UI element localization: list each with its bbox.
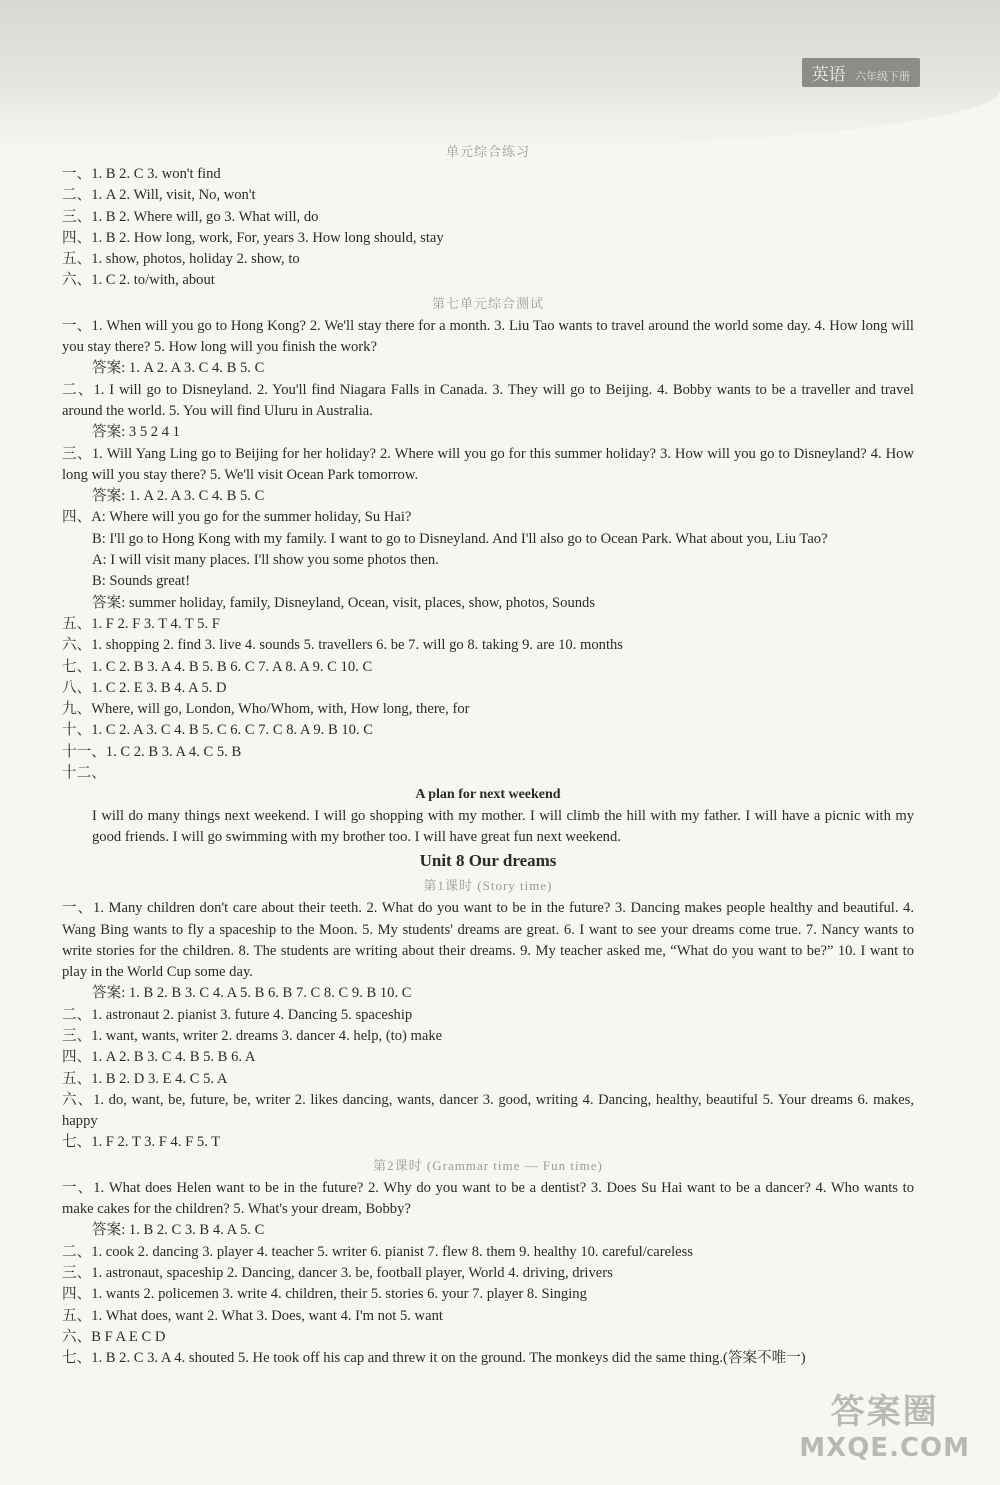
answer-line: 六、B F A E C D: [62, 1328, 166, 1345]
answer-paragraph: 六、1. do, want, be, future, be, writer 2. likes dancing, wants, dancer 3. good, writing 4. Dancing, healthy, beautiful 5. Your dreams 6. makes, happy: [62, 1091, 914, 1130]
answer-paragraph: 二、1. I will go to Disneyland. 2. You'll find Niagara Falls in Canada. 3. They will go to Beijing. 4. Bobby wants to be a traveller and travel around the world. 5. You will find Uluru in Australia.: [62, 381, 914, 419]
section-heading: 第2课时 (Grammar time — Fun time): [373, 1157, 603, 1173]
answer-line: 五、1. show, photos, holiday 2. show, to: [62, 251, 300, 268]
answer-subline: 答案: 1. A 2. A 3. C 4. B 5. C: [92, 488, 265, 505]
subject-label: 英语: [811, 65, 846, 85]
answer-line: 四、1. wants 2. policemen 3. write 4. children, their 5. stories 6. your 7. player 8. Singing: [62, 1286, 587, 1303]
section-heading: 第七单元综合测试: [431, 295, 544, 311]
answer-line: 九、Where, will go, London, Who/Whom, with, How long, there, for: [62, 701, 470, 718]
essay-title: A plan for next weekend: [415, 787, 561, 803]
answer-line: 三、1. astronaut, spaceship 2. Dancing, dancer 3. be, football player, World 4. driving, drivers: [62, 1264, 613, 1281]
grade-label: 六年级下册: [855, 70, 910, 83]
answer-line: 十、1. C 2. A 3. C 4. B 5. C 6. C 7. C 8. A 9. B 10. C: [62, 722, 373, 739]
answer-line: 十二、: [62, 765, 106, 782]
answer-subline: 答案: 1. B 2. B 3. C 4. A 5. B 6. B 7. C 8. C 9. B 10. C: [92, 985, 412, 1002]
unit-heading: Unit 8 Our dreams: [419, 851, 557, 871]
answer-subline: B: Sounds great!: [92, 573, 191, 590]
answer-line: 四、A: Where will you go for the summer holiday, Su Hai?: [62, 509, 412, 526]
answer-subline: 答案: 1. A 2. A 3. C 4. B 5. C: [92, 360, 265, 377]
answer-subparagraph: I will do many things next weekend. I will go shopping with my mother. I will climb the hill with my father. I will have a picnic with my good friends. I will go swimming with my brother too. I will have great fun next weekend.: [92, 807, 914, 845]
answer-line: 二、1. cook 2. dancing 3. player 4. teacher 5. writer 6. pianist 7. flew 8. them 9. healthy 10. careful/careless: [62, 1243, 693, 1260]
answer-paragraph: 三、1. Will Yang Ling go to Beijing for her holiday? 2. Where will you go for this summer holiday? 3. How will you go to Disneyland? 4. How long will you stay there? 5. We'll visit Ocean Park tomorrow.: [62, 445, 914, 483]
section-heading: 第1课时 (Story time): [423, 878, 553, 894]
answer-paragraph: 一、1. When will you go to Hong Kong? 2. We'll stay there for a month. 3. Liu Tao wants to travel around the world some day. 4. How long will you stay there? 5. How long will you finish the work?: [62, 317, 914, 356]
answer-line: 五、1. F 2. F 3. T 4. T 5. F: [62, 615, 220, 632]
answer-line: 七、1. C 2. B 3. A 4. B 5. B 6. C 7. A 8. A 9. C 10. C: [62, 658, 373, 675]
answer-paragraph: 一、1. Many children don't care about their teeth. 2. What do you want to be in the future? 3. Dancing makes people healthy and beautiful. 4. Wang Bing wants to fly a spaceship to the Moon. 5. My students' dreams are great. 6. I want to see your dreams come true. 7. Nancy wants to write stories for the children. 8. The students are writing about their dreams. 9. My teacher asked me, “What do you want to be?” 10. I want to play in the World Cup some day.: [62, 900, 914, 981]
answer-subline: A: I will visit many places. I'll show you some photos then.: [92, 552, 439, 569]
answer-line: 六、1. shopping 2. find 3. live 4. sounds 5. travellers 6. be 7. will go 8. taking 9. are 10. months: [62, 637, 623, 654]
answer-subline: 答案: summer holiday, family, Disneyland, Ocean, visit, places, show, photos, Sounds: [92, 594, 596, 611]
answer-subline: 答案: 3 5 2 4 1: [92, 424, 180, 441]
answer-line: 二、1. astronaut 2. pianist 3. future 4. Dancing 5. spaceship: [62, 1006, 413, 1023]
answer-line: 二、1. A 2. Will, visit, No, won't: [62, 187, 256, 204]
subject-tag: [802, 58, 920, 87]
answer-line: 七、1. F 2. T 3. F 4. F 5. T: [62, 1134, 221, 1151]
answer-line: 三、1. B 2. Where will, go 3. What will, do: [62, 208, 319, 225]
section-heading: 单元综合练习: [445, 144, 530, 159]
answer-content: [62, 140, 914, 1369]
answer-paragraph: 七、1. B 2. C 3. A 4. shouted 5. He took off his cap and threw it on the ground. The monkeys did the same thing.(答案不唯一): [62, 1350, 806, 1367]
watermark-logo-text: 答案圈: [830, 1392, 939, 1432]
answer-line: 八、1. C 2. E 3. B 4. A 5. D: [62, 679, 227, 696]
answer-subparagraph: B: I'll go to Hong Kong with my family. I want to go to Disneyland. And I'll also go to Ocean Park. What about you, Liu Tao?: [92, 530, 828, 547]
answer-line: 四、1. A 2. B 3. C 4. B 5. B 6. A: [62, 1049, 256, 1066]
answer-line: 一、1. B 2. C 3. won't find: [62, 166, 221, 182]
answer-subline: 答案: 1. B 2. C 3. B 4. A 5. C: [92, 1222, 265, 1239]
answer-paragraph: 一、1. What does Helen want to be in the future? 2. Why do you want to be a dentist? 3. Does Su Hai want to be a dancer? 4. Who wants to make cakes for the children? 5. What's your dream, Bobby?: [62, 1179, 914, 1218]
answer-line: 六、1. C 2. to/with, about: [62, 272, 215, 289]
answer-line: 五、1. What does, want 2. What 3. Does, want 4. I'm not 5. want: [62, 1307, 443, 1324]
answer-line: 三、1. want, wants, writer 2. dreams 3. dancer 4. help, (to) make: [62, 1027, 443, 1044]
answer-line: 十一、1. C 2. B 3. A 4. C 5. B: [62, 743, 242, 760]
watermark-url: MXQE.COM: [799, 1433, 970, 1463]
answer-line: 四、1. B 2. How long, work, For, years 3. How long should, stay: [62, 229, 444, 246]
site-watermark: [799, 1384, 970, 1463]
answer-line: 五、1. B 2. D 3. E 4. C 5. A: [62, 1070, 228, 1087]
